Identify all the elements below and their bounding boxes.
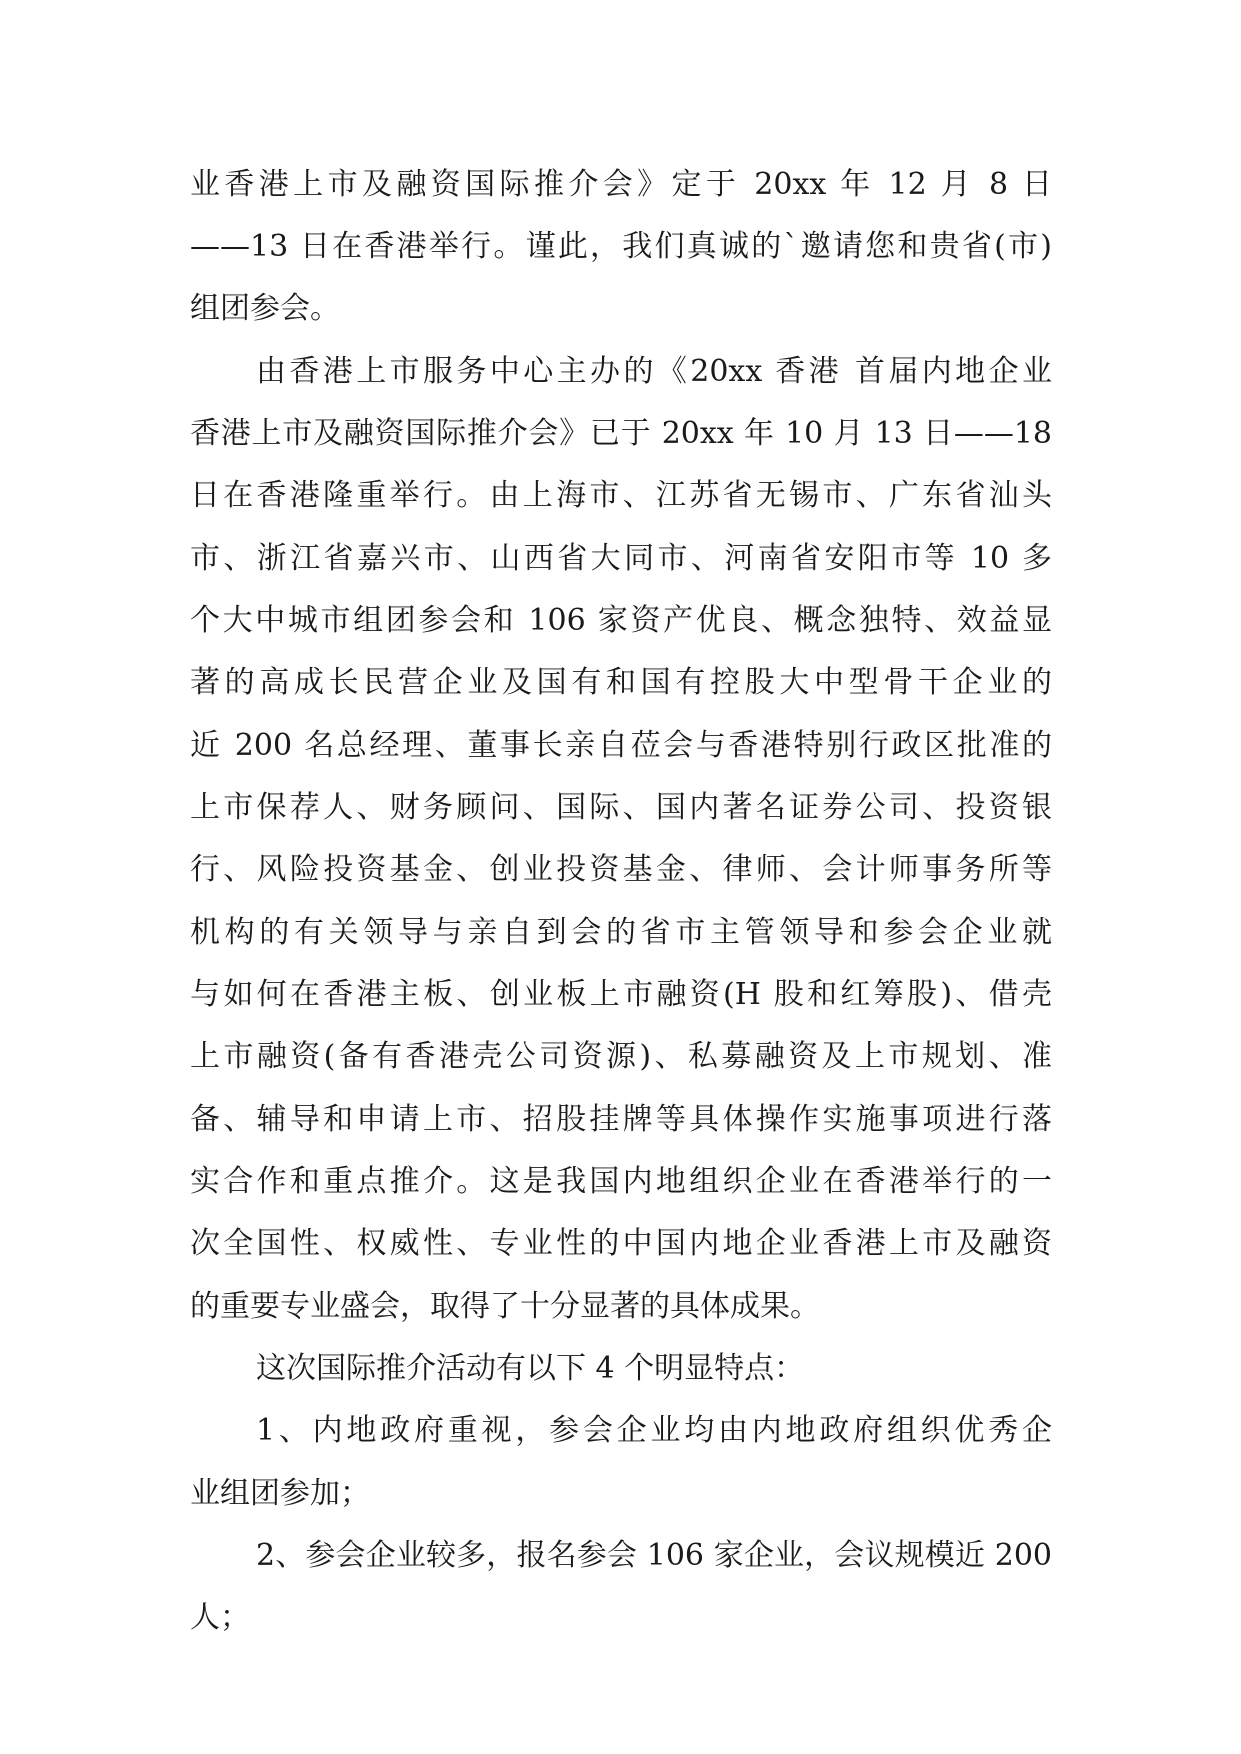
text-line: 1、内地政府重视，参会企业均由内地政府组织优秀企 <box>256 1413 1052 1448</box>
text-line: 香港上市及融资国际推介会》已于 20xx 年 10 月 13 日——18 <box>190 416 1052 451</box>
text-line: 著的高成长民营企业及国有和国有控股大中型骨干企业的 <box>190 665 1052 700</box>
text-line: 组团参会。 <box>190 291 340 326</box>
text-line: 个大中城市组团参会和 106 家资产优良、概念独特、效益显 <box>190 603 1052 638</box>
text-line: 实合作和重点推介。这是我国内地组织企业在香港举行的一 <box>190 1164 1052 1199</box>
text-line: 由香港上市服务中心主办的《20xx 香港 首届内地企业 <box>256 354 1052 389</box>
text-line: 行、风险投资基金、创业投资基金、律师、会计师事务所等 <box>190 852 1052 887</box>
text-line: 次全国性、权威性、专业性的中国内地企业香港上市及融资 <box>190 1226 1052 1261</box>
text-line: 业香港上市及融资国际推介会》定于 20xx 年 12 月 8 日 <box>190 167 1052 202</box>
text-line: 的重要专业盛会，取得了十分显著的具体成果。 <box>190 1289 820 1324</box>
text-line: 上市融资(备有香港壳公司资源)、私募融资及上市规划、准 <box>190 1039 1052 1074</box>
text-line: 2、参会企业较多，报名参会 106 家企业，会议规模近 200 <box>256 1538 1052 1573</box>
text-line: ——13 日在香港举行。谨此，我们真诚的`邀请您和贵省(市) <box>190 229 1052 264</box>
text-line: 机构的有关领导与亲自到会的省市主管领导和参会企业就 <box>190 915 1052 950</box>
text-line: 近 200 名总经理、董事长亲自莅会与香港特别行政区批准的 <box>190 728 1052 763</box>
text-line: 与如何在香港主板、创业板上市融资(H 股和红筹股)、借壳 <box>190 977 1052 1012</box>
text-line: 人； <box>190 1600 250 1635</box>
text-line: 这次国际推介活动有以下 4 个明显特点： <box>256 1351 805 1386</box>
text-line: 上市保荐人、财务顾问、国际、国内著名证券公司、投资银 <box>190 790 1052 825</box>
text-line: 日在香港隆重举行。由上海市、江苏省无锡市、广东省汕头 <box>190 478 1052 513</box>
text-line: 业组团参加； <box>190 1476 370 1511</box>
text-line: 市、浙江省嘉兴市、山西省大同市、河南省安阳市等 10 多 <box>190 541 1052 576</box>
text-line: 备、辅导和申请上市、招股挂牌等具体操作实施事项进行落 <box>190 1102 1052 1137</box>
